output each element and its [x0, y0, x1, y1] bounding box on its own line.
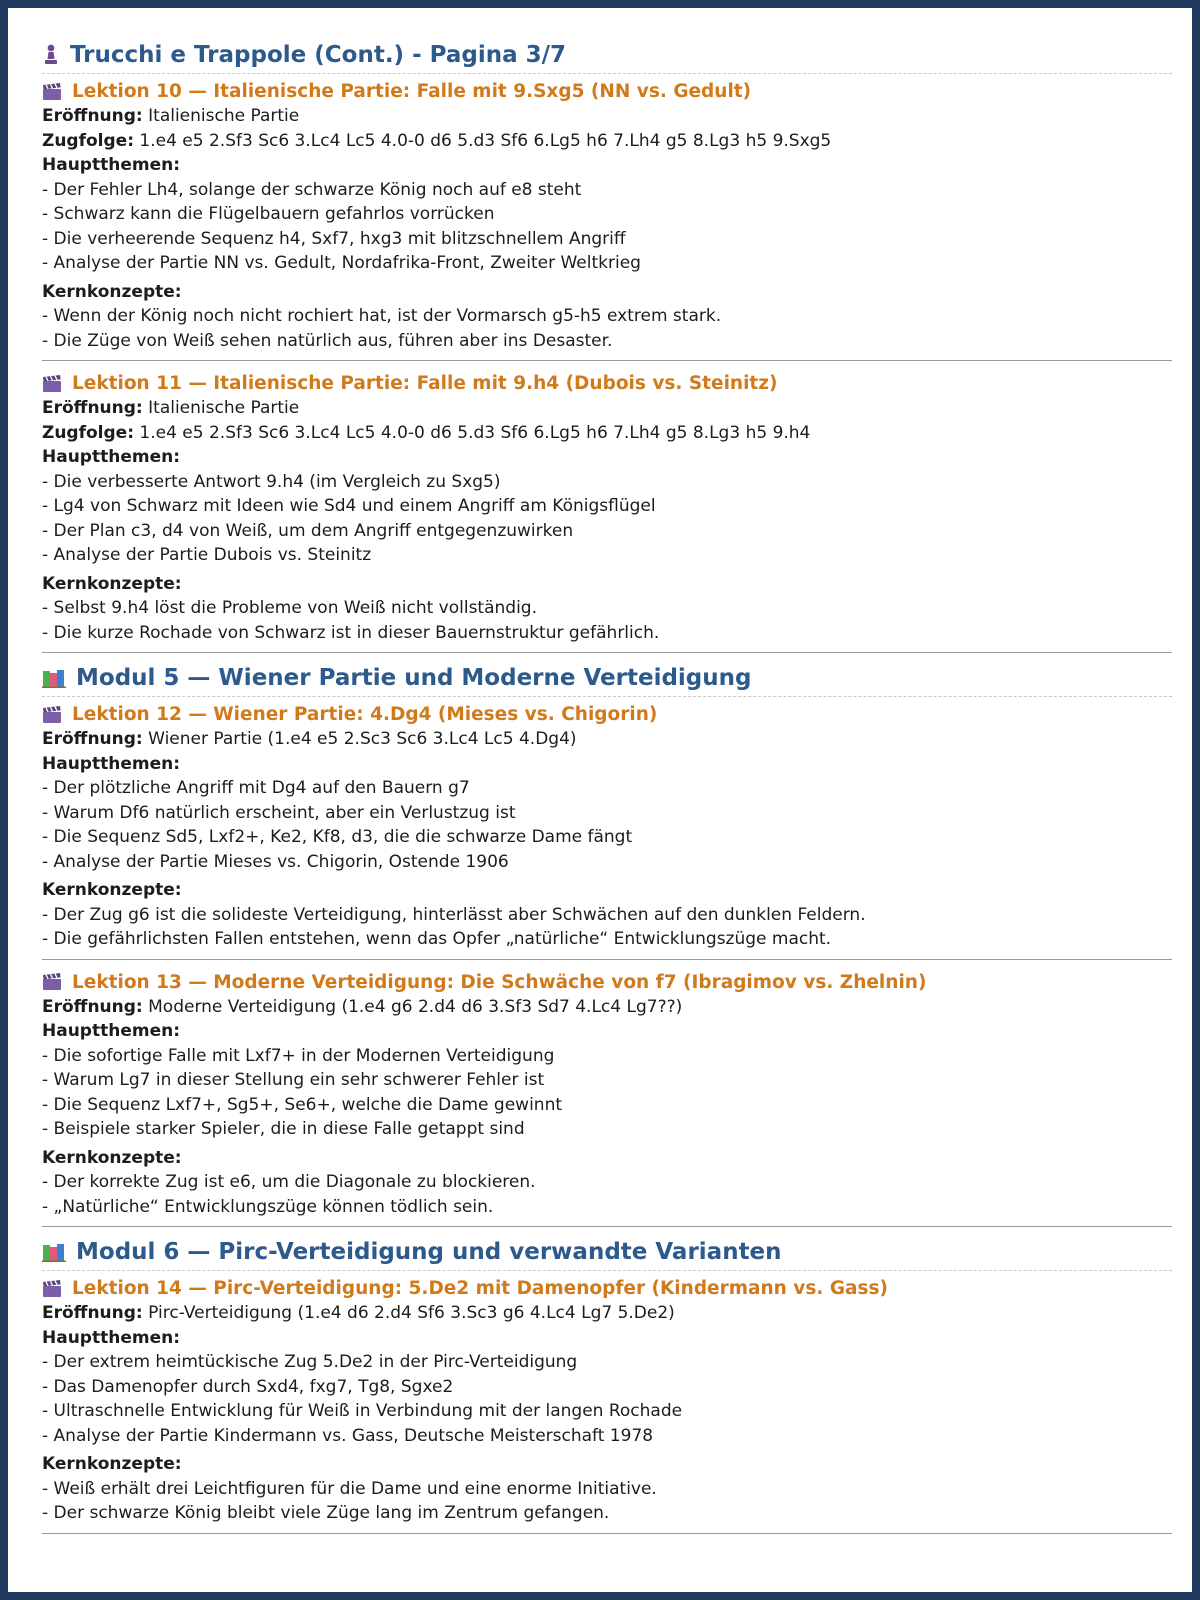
- theme-item: - Der Fehler Lh4, solange der schwarze König noch auf e8 steht: [42, 179, 582, 200]
- clapper-board-icon: [42, 1280, 62, 1298]
- opening-value: Italienische Partie: [148, 398, 300, 418]
- theme-item: - Schwarz kann die Flügelbauern gefahrlos vorrücken: [42, 204, 495, 224]
- concepts-heading: Kernkonzepte:: [42, 573, 182, 594]
- theme-item: - Die Sequenz Lxf7+, Sg5+, Se6+, welche die Dame gewinnt: [42, 1094, 563, 1115]
- opening-value: Wiener Partie (1.e4 e5 2.Sc3 Sc6 3.Lc4 Lc5 4.Dg4): [148, 729, 577, 749]
- module-title-row: [42, 1239, 1172, 1271]
- theme-item: - Das Damenopfer durch Sxd4, fxg7, Tg8, Sgxe2: [42, 1376, 454, 1397]
- theme-item: - Die Sequenz Sd5, Lxf2+, Ke2, Kf8, d3, die die schwarze Dame fängt: [42, 827, 633, 847]
- opening-label: Eröffnung:: [42, 398, 143, 418]
- lesson-block: [42, 1278, 1172, 1534]
- theme-item: - Beispiele starker Spieler, die in diese Falle getappt sind: [42, 1119, 525, 1139]
- moves-value: 1.e4 e5 2.Sf3 Sc6 3.Lc4 Lc5 4.0-0 d6 5.d3 Sf6 6.Lg5 h6 7.Lh4 g5 8.Lg3 h5 9.Sxg5: [139, 130, 832, 151]
- moves-line: [42, 421, 1172, 446]
- page-title-row: [42, 42, 1172, 74]
- lesson-title: Lektion 12 — Wiener Partie: 4.Dg4 (Mieses vs. Chigorin): [72, 704, 658, 725]
- books-icon: [42, 668, 66, 688]
- concept-item: - Wenn der König noch nicht rochiert hat, ist der Vormarsch g5-h5 extrem stark.: [42, 306, 722, 326]
- themes-heading: Hauptthemen:: [42, 753, 181, 774]
- clapper-board-icon: [42, 83, 62, 101]
- lesson-block: [42, 704, 1172, 960]
- lesson-title: Lektion 13 — Moderne Verteidigung: Die Schwäche von f7 (Ibragimov vs. Zhelnin): [72, 971, 927, 993]
- themes-heading: Hauptthemen:: [42, 447, 181, 467]
- concepts-heading: Kernkonzepte:: [42, 880, 182, 900]
- theme-item: - Die verbesserte Antwort 9.h4 (im Vergleich zu Sxg5): [42, 471, 501, 492]
- opening-value: Pirc-Verteidigung (1.e4 d6 2.d4 Sf6 3.Sc3 g6 4.Lc4 Lg7 5.De2): [148, 1303, 675, 1323]
- document-page: [8, 8, 1192, 1592]
- concept-item: - „Natürliche“ Entwicklungszüge können tödlich sein.: [42, 1196, 494, 1217]
- clapper-board-icon: [42, 375, 62, 393]
- lesson-block: [42, 373, 1172, 653]
- moves-label: Zugfolge:: [42, 130, 134, 151]
- lesson-block: [42, 972, 1172, 1228]
- moves-label: Zugfolge:: [42, 422, 134, 443]
- clapper-board-icon: [42, 973, 62, 991]
- themes-heading: Hauptthemen:: [42, 155, 181, 175]
- clapper-board-icon: [42, 706, 62, 724]
- concepts-heading: Kernkonzepte:: [42, 281, 182, 302]
- theme-item: - Analyse der Partie Dubois vs. Steinitz: [42, 545, 372, 565]
- theme-item: - Die verheerende Sequenz h4, Sxf7, hxg3 mit blitzschnellem Angriff: [42, 228, 626, 249]
- theme-item: - Der plötzliche Angriff mit Dg4 auf den Bauern g7: [42, 778, 470, 798]
- lesson-title-row: [42, 81, 1172, 102]
- module-title: Modul 5 — Wiener Partie und Moderne Verteidigung: [76, 665, 752, 691]
- lesson-title: Lektion 10 — Italienische Partie: Falle mit 9.Sxg5 (NN vs. Gedult): [72, 81, 752, 102]
- lesson-title-row: [42, 704, 1172, 725]
- opening-value: Moderne Verteidigung (1.e4 g6 2.d4 d6 3.Sf3 Sd7 4.Lc4 Lg7??): [148, 996, 683, 1017]
- concepts-heading: Kernkonzepte:: [42, 1454, 182, 1474]
- concepts-heading: Kernkonzepte:: [42, 1147, 182, 1168]
- concept-item: - Weiß erhält drei Leichtfiguren für die Dame und eine enorme Initiative.: [42, 1478, 657, 1499]
- pawn-icon: [42, 44, 60, 66]
- theme-item: - Analyse der Partie NN vs. Gedult, Nordafrika-Front, Zweiter Weltkrieg: [42, 253, 641, 273]
- theme-item: - Lg4 von Schwarz mit Ideen wie Sd4 und einem Angriff am Königsflügel: [42, 496, 656, 516]
- lesson-title-row: [42, 972, 1172, 993]
- themes-heading: Hauptthemen:: [42, 1021, 181, 1041]
- opening-line: [42, 1301, 1172, 1326]
- lesson-title-row: [42, 373, 1172, 394]
- concept-item: - Die Züge von Weiß sehen natürlich aus, führen aber ins Desaster.: [42, 330, 613, 351]
- themes-heading: Hauptthemen:: [42, 1327, 181, 1348]
- concept-item: - Der Zug g6 ist die solideste Verteidigung, hinterlässt aber Schwächen auf den dunklen Feldern.: [42, 904, 866, 925]
- lesson-title: Lektion 11 — Italienische Partie: Falle mit 9.h4 (Dubois vs. Steinitz): [72, 373, 778, 394]
- lesson-title: Lektion 14 — Pirc-Verteidigung: 5.De2 mit Damenopfer (Kindermann vs. Gass): [72, 1278, 888, 1299]
- theme-item: - Ultraschnelle Entwicklung für Weiß in Verbindung mit der langen Rochade: [42, 1401, 683, 1421]
- concept-item: - Die kurze Rochade von Schwarz ist in dieser Bauernstruktur gefährlich.: [42, 622, 660, 643]
- page-title: Trucchi e Trappole (Cont.) - Pagina 3/7: [70, 42, 567, 68]
- module-title-row: [42, 665, 1172, 697]
- theme-item: - Der extrem heimtückische Zug 5.De2 in der Pirc-Verteidigung: [42, 1352, 578, 1372]
- lesson-title-row: [42, 1278, 1172, 1299]
- opening-line: [42, 104, 1172, 129]
- concept-item: - Die gefährlichsten Fallen entstehen, wenn das Opfer „natürliche“ Entwicklungszüge macht.: [42, 929, 832, 949]
- opening-label: Eröffnung:: [42, 106, 143, 126]
- opening-label: Eröffnung:: [42, 729, 143, 749]
- concept-item: - Der korrekte Zug ist e6, um die Diagonale zu blockieren.: [42, 1172, 536, 1192]
- theme-item: - Warum Df6 natürlich erscheint, aber ein Verlustzug ist: [42, 802, 516, 823]
- concept-item: - Der schwarze König bleibt viele Züge lang im Zentrum gefangen.: [42, 1503, 610, 1523]
- opening-line: [42, 396, 1172, 421]
- theme-item: - Analyse der Partie Kindermann vs. Gass, Deutsche Meisterschaft 1978: [42, 1425, 654, 1446]
- theme-item: - Der Plan c3, d4 von Weiß, um dem Angriff entgegenzuwirken: [42, 520, 574, 541]
- opening-value: Italienische Partie: [148, 106, 300, 126]
- books-icon: [42, 1242, 66, 1262]
- lesson-block: [42, 81, 1172, 361]
- module-title: Modul 6 — Pirc-Verteidigung und verwandte Varianten: [76, 1239, 782, 1265]
- opening-label: Eröffnung:: [42, 996, 143, 1017]
- moves-value: 1.e4 e5 2.Sf3 Sc6 3.Lc4 Lc5 4.0-0 d6 5.d3 Sf6 6.Lg5 h6 7.Lh4 g5 8.Lg3 h5 9.h4: [139, 422, 811, 443]
- theme-item: - Analyse der Partie Mieses vs. Chigorin, Ostende 1906: [42, 851, 509, 872]
- theme-item: - Die sofortige Falle mit Lxf7+ in der Modernen Verteidigung: [42, 1045, 555, 1066]
- opening-label: Eröffnung:: [42, 1303, 143, 1323]
- opening-line: [42, 995, 1172, 1020]
- moves-line: [42, 129, 1172, 154]
- theme-item: - Warum Lg7 in dieser Stellung ein sehr schwerer Fehler ist: [42, 1070, 545, 1090]
- concept-item: - Selbst 9.h4 löst die Probleme von Weiß nicht vollständig.: [42, 598, 538, 618]
- opening-line: [42, 727, 1172, 752]
